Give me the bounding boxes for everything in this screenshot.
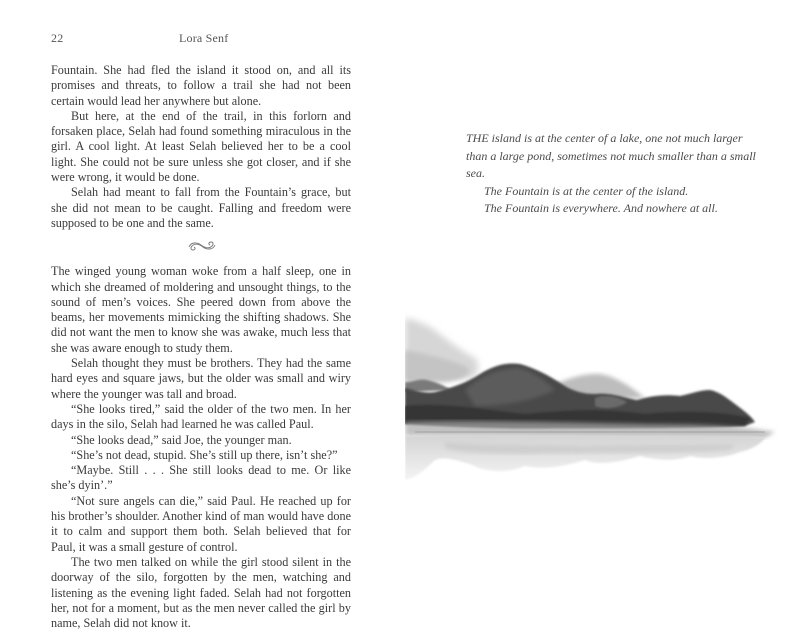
paragraph: The two men talked on while the girl stood silent in the doorway of the silo, forgotten by the men, watching and listening as the evening light faded. Selah had not forgotten her, not for a moment, but as the men never called the girl by name, Selah did not know it. xyxy=(51,554,351,631)
paragraph: Fountain. She had fled the island it stood on, and all its promises and threats, to follow a trail she had not been certain would lead her anywhere but alone. xyxy=(51,63,351,108)
flourish-ornament-icon xyxy=(187,240,217,252)
paragraph: Selah thought they must be brothers. They had the same hard eyes and square jaws, but the older was small and wiry where the younger was tall and broad. xyxy=(51,356,351,401)
paragraph: “She looks dead,” said Joe, the younger man. xyxy=(71,432,292,447)
epigraph-line: THE island is at the center of a lake, one not much larger than a large pond, sometimes not much smaller than a small sea. xyxy=(466,131,756,180)
paragraph: The winged young woman woke from a half sleep, one in which she dreamed of moldering and unsought things, to the sound of men’s voices. She peered down from above the beams, her movements mimicking the shifting shadows. She did not want the men to know she was awake, much less that she was aware enough to study them. xyxy=(51,264,351,355)
paragraph: “Not sure angels can die,” said Paul. He reached up for his brother’s shoulder. Another kind of man would have done it to calm and support them both. Selah believed that for Paul, it was a small gesture of control. xyxy=(51,493,351,554)
paragraph: “She looks tired,” said the older of the two men. In her days in the silo, Selah had learned he was called Paul. xyxy=(51,401,351,432)
paragraph: “She’s not dead, stupid. She’s still up there, isn’t she?” xyxy=(71,447,338,462)
epigraph xyxy=(466,130,766,218)
paragraph: “Maybe. Still . . . She still looks dead to me. Or like she’s dyin’.” xyxy=(51,463,351,493)
right-page xyxy=(405,0,810,608)
epigraph-line: The Fountain is everywhere. And nowhere at all. xyxy=(484,201,718,215)
paragraph: Selah had meant to fall from the Fountain’s grace, but she did not mean to be caught. Falling and freedom were supposed to be one and the same. xyxy=(51,185,351,230)
body-text xyxy=(51,63,351,631)
section-break xyxy=(51,231,351,264)
island-illustration xyxy=(405,310,805,500)
running-head-author: Lora Senf xyxy=(179,31,229,45)
paragraph: But here, at the end of the trail, in this forlorn and forsaken place, Selah had found something miraculous in the girl. A cool light. At least Selah believed her to be a cool light. She could not be sure unless she got closer, and if she were wrong, it would be done. xyxy=(51,108,351,185)
watercolor-island-landscape-icon xyxy=(405,310,805,500)
page-number: 22 xyxy=(51,31,64,45)
epigraph-line: The Fountain is at the center of the island. xyxy=(484,183,689,198)
